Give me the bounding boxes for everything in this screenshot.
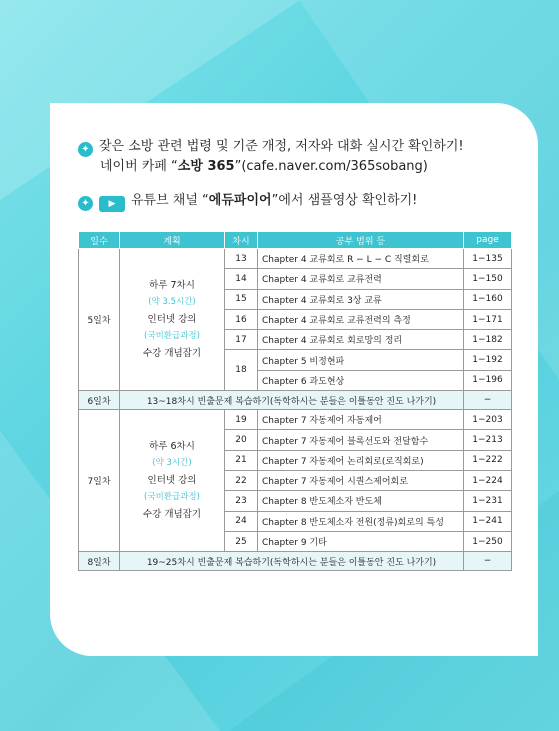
- page-cell: 1−203: [464, 410, 512, 430]
- session-cell: 14: [225, 269, 258, 289]
- day-cell: 5일차: [79, 249, 120, 391]
- table-row: [79, 410, 512, 430]
- session-cell: 18: [225, 350, 258, 391]
- youtube-promo: [78, 191, 417, 212]
- review-row: [79, 552, 512, 571]
- topic-cell: Chapter 4 교류회로 R − L − C 직렬회로: [258, 249, 464, 269]
- page-cell: −: [464, 552, 512, 571]
- review-row: [79, 391, 512, 410]
- review-text: 13~18차시 빈출문제 복습하기(독학하시는 분들은 이틀동안 진도 나가기): [120, 391, 464, 410]
- page-cell: 1−250: [464, 531, 512, 551]
- play-icon: ▶: [99, 196, 125, 212]
- topic-cell: Chapter 7 자동제어 블록선도와 전달함수: [258, 430, 464, 450]
- session-cell: 20: [225, 430, 258, 450]
- plan-line: 인터넷 강의: [147, 475, 197, 487]
- header-plan: 계획: [120, 232, 225, 249]
- page-cell: 1−160: [464, 289, 512, 309]
- plan-cell: [120, 410, 225, 552]
- plan-line: (국비환급과정): [144, 492, 200, 503]
- plan-line: 인터넷 강의: [147, 314, 197, 326]
- header-session: 차시: [225, 232, 258, 249]
- session-cell: 19: [225, 410, 258, 430]
- promo-line-3-prefix: 유튜브 채널 “: [131, 193, 209, 208]
- lightbulb-icon: ✦: [78, 196, 93, 211]
- topic-cell: Chapter 5 비정현파: [258, 350, 464, 370]
- header-page: page: [464, 232, 512, 249]
- session-cell: 23: [225, 491, 258, 511]
- topic-cell: Chapter 4 교류회로 회로망의 정리: [258, 330, 464, 350]
- day-cell: 7일차: [79, 410, 120, 552]
- session-cell: 21: [225, 450, 258, 470]
- topic-cell: Chapter 8 반도체소자 반도체: [258, 491, 464, 511]
- plan-line: 수강 개념잡기: [142, 348, 202, 360]
- plan-line: (약 3시간): [152, 458, 192, 469]
- session-cell: 24: [225, 511, 258, 531]
- plan-line: 하루 7차시: [149, 280, 195, 292]
- header-scope: 공부 범위 등: [258, 232, 464, 249]
- page-cell: 1−241: [464, 511, 512, 531]
- page-cell: 1−182: [464, 330, 512, 350]
- page-cell: 1−196: [464, 370, 512, 390]
- topic-cell: Chapter 7 자동제어 시퀀스제어회로: [258, 470, 464, 490]
- promo-cafe-name: 소방 365: [177, 159, 235, 174]
- page-cell: 1−135: [464, 249, 512, 269]
- session-cell: 15: [225, 289, 258, 309]
- page-cell: 1−171: [464, 309, 512, 329]
- plan-line: (약 3.5시간): [148, 297, 196, 308]
- table-row: [79, 249, 512, 269]
- table-header-row: [79, 232, 512, 249]
- page-cell: −: [464, 391, 512, 410]
- topic-cell: Chapter 4 교류회로 교류전력의 측정: [258, 309, 464, 329]
- promo-channel-name[interactable]: 에듀파이어: [208, 193, 272, 208]
- topic-cell: Chapter 7 자동제어 자동제어: [258, 410, 464, 430]
- page-cell: 1−224: [464, 470, 512, 490]
- promo-cafe-url[interactable]: ”(cafe.naver.com/365sobang): [234, 159, 428, 174]
- header-day: 일수: [79, 232, 120, 249]
- promo-line-1: 잦은 소방 관련 법령 및 기준 개정, 저자와 대화 실시간 확인하기!: [99, 139, 464, 154]
- page-cell: 1−213: [464, 430, 512, 450]
- session-cell: 22: [225, 470, 258, 490]
- session-cell: 13: [225, 249, 258, 269]
- topic-cell: Chapter 6 과도현상: [258, 370, 464, 390]
- page-cell: 1−231: [464, 491, 512, 511]
- topic-cell: Chapter 4 교류회로 3상 교류: [258, 289, 464, 309]
- day-cell: 8일차: [79, 552, 120, 571]
- plan-line: (국비환급과정): [144, 331, 200, 342]
- page-cell: 1−150: [464, 269, 512, 289]
- plan-line: 하루 6차시: [149, 441, 195, 453]
- page-cell: 1−222: [464, 450, 512, 470]
- session-cell: 17: [225, 330, 258, 350]
- session-cell: 16: [225, 309, 258, 329]
- topic-cell: Chapter 7 자동제어 논리회로(로직회로): [258, 450, 464, 470]
- promo-line-2-prefix: 네이버 카페 “: [100, 159, 178, 174]
- topic-cell: Chapter 4 교류회로 교류전력: [258, 269, 464, 289]
- topic-cell: Chapter 9 기타: [258, 531, 464, 551]
- topic-cell: Chapter 8 반도체소자 전원(정류)회로의 특성: [258, 511, 464, 531]
- plan-line: 수강 개념잡기: [142, 509, 202, 521]
- study-schedule-table: [78, 231, 512, 571]
- session-cell: 25: [225, 531, 258, 551]
- page-cell: 1−192: [464, 350, 512, 370]
- review-text: 19~25차시 빈출문제 복습하기(독학하시는 분들은 이틀동안 진도 나가기): [120, 552, 464, 571]
- cafe-promo: [78, 137, 464, 176]
- promo-line-3-suffix: ”에서 샘플영상 확인하기!: [271, 193, 418, 208]
- day-cell: 6일차: [79, 391, 120, 410]
- lightbulb-icon: ✦: [78, 142, 93, 157]
- plan-cell: [120, 249, 225, 391]
